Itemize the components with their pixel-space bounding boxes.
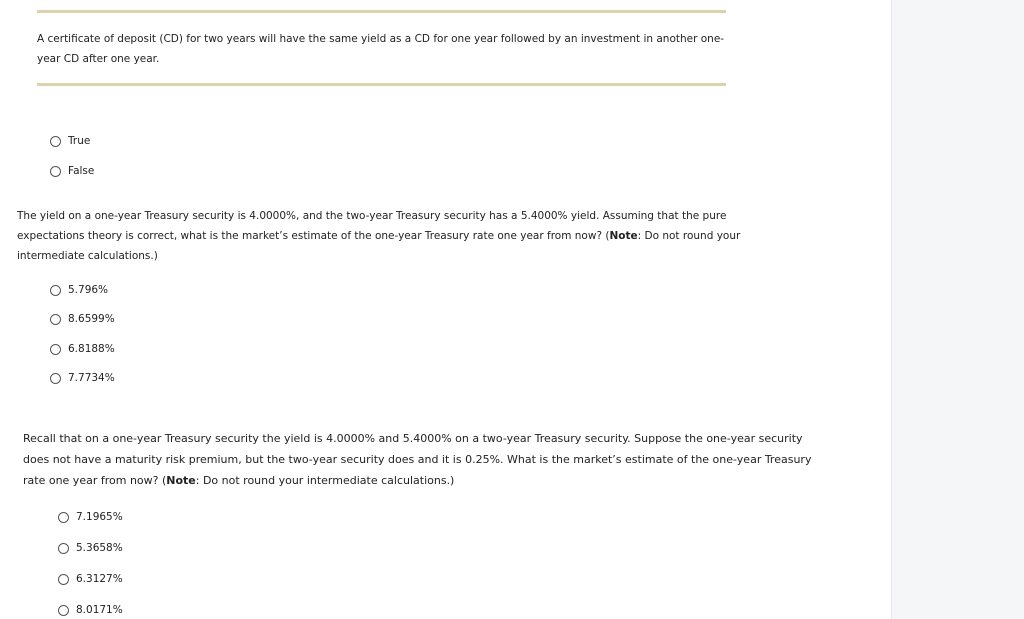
question-2-text: [17, 206, 787, 266]
option-label: 7.7734%: [68, 372, 115, 384]
q2-option-2[interactable]: [50, 312, 115, 326]
question-2-body: The yield on a one-year Treasury security is 4.0000%, and the two-year Treasury security has a 5.4000% yield. Assuming that the pure expectations theory is correct, what is the market’s estimate of the one-year Treasury rate one year from now? (: [17, 210, 727, 242]
radio-button[interactable]: [50, 314, 61, 325]
q1-option-false[interactable]: [50, 164, 94, 178]
option-label: 6.3127%: [76, 573, 123, 585]
q2-option-3[interactable]: [50, 342, 115, 356]
q3-option-2[interactable]: [58, 541, 123, 555]
option-label: 8.6599%: [68, 313, 115, 325]
option-label: 5.3658%: [76, 542, 123, 554]
radio-button[interactable]: [50, 344, 61, 355]
note-label: Note: [166, 474, 196, 487]
radio-button[interactable]: [58, 574, 69, 585]
q3-option-4[interactable]: [58, 603, 123, 617]
radio-button[interactable]: [50, 166, 61, 177]
option-label: 8.0171%: [76, 604, 123, 616]
radio-button[interactable]: [58, 543, 69, 554]
question-3-note: : Do not round your intermediate calculations.): [195, 474, 455, 487]
option-label: 6.8188%: [68, 343, 115, 355]
question-top-divider: [37, 10, 726, 13]
q3-option-1[interactable]: [58, 510, 123, 524]
right-side-panel: [891, 0, 1024, 619]
option-label: True: [68, 135, 91, 147]
option-label: 5.796%: [68, 284, 109, 296]
q2-option-4[interactable]: [50, 371, 115, 385]
q2-option-1[interactable]: [50, 283, 108, 297]
note-label: Note: [609, 230, 638, 242]
q1-option-true[interactable]: [50, 134, 90, 148]
radio-button[interactable]: [58, 605, 69, 616]
radio-button[interactable]: [50, 285, 61, 296]
question-3-body: Recall that on a one-year Treasury security the yield is 4.0000% and 5.4000% on a two-year Treasury security. Suppose the one-year security does not have a maturity risk premium, but the two-year security does and it is 0.25%. What is the market’s estimate of the one-year Treasury rate one year from now? (: [23, 432, 812, 487]
radio-button[interactable]: [50, 136, 61, 147]
q3-option-3[interactable]: [58, 572, 123, 586]
question-2-note: : Do not round your intermediate calculations.): [17, 230, 741, 262]
question-bottom-divider: [37, 83, 726, 86]
question-3-text: [23, 428, 823, 491]
question-1-text: A certificate of deposit (CD) for two years will have the same yield as a CD for one year followed by an investment in another one-year CD after one year.: [37, 33, 725, 65]
radio-button[interactable]: [50, 373, 61, 384]
radio-button[interactable]: [58, 512, 69, 523]
option-label: False: [68, 165, 95, 177]
option-label: 7.1965%: [76, 511, 123, 523]
